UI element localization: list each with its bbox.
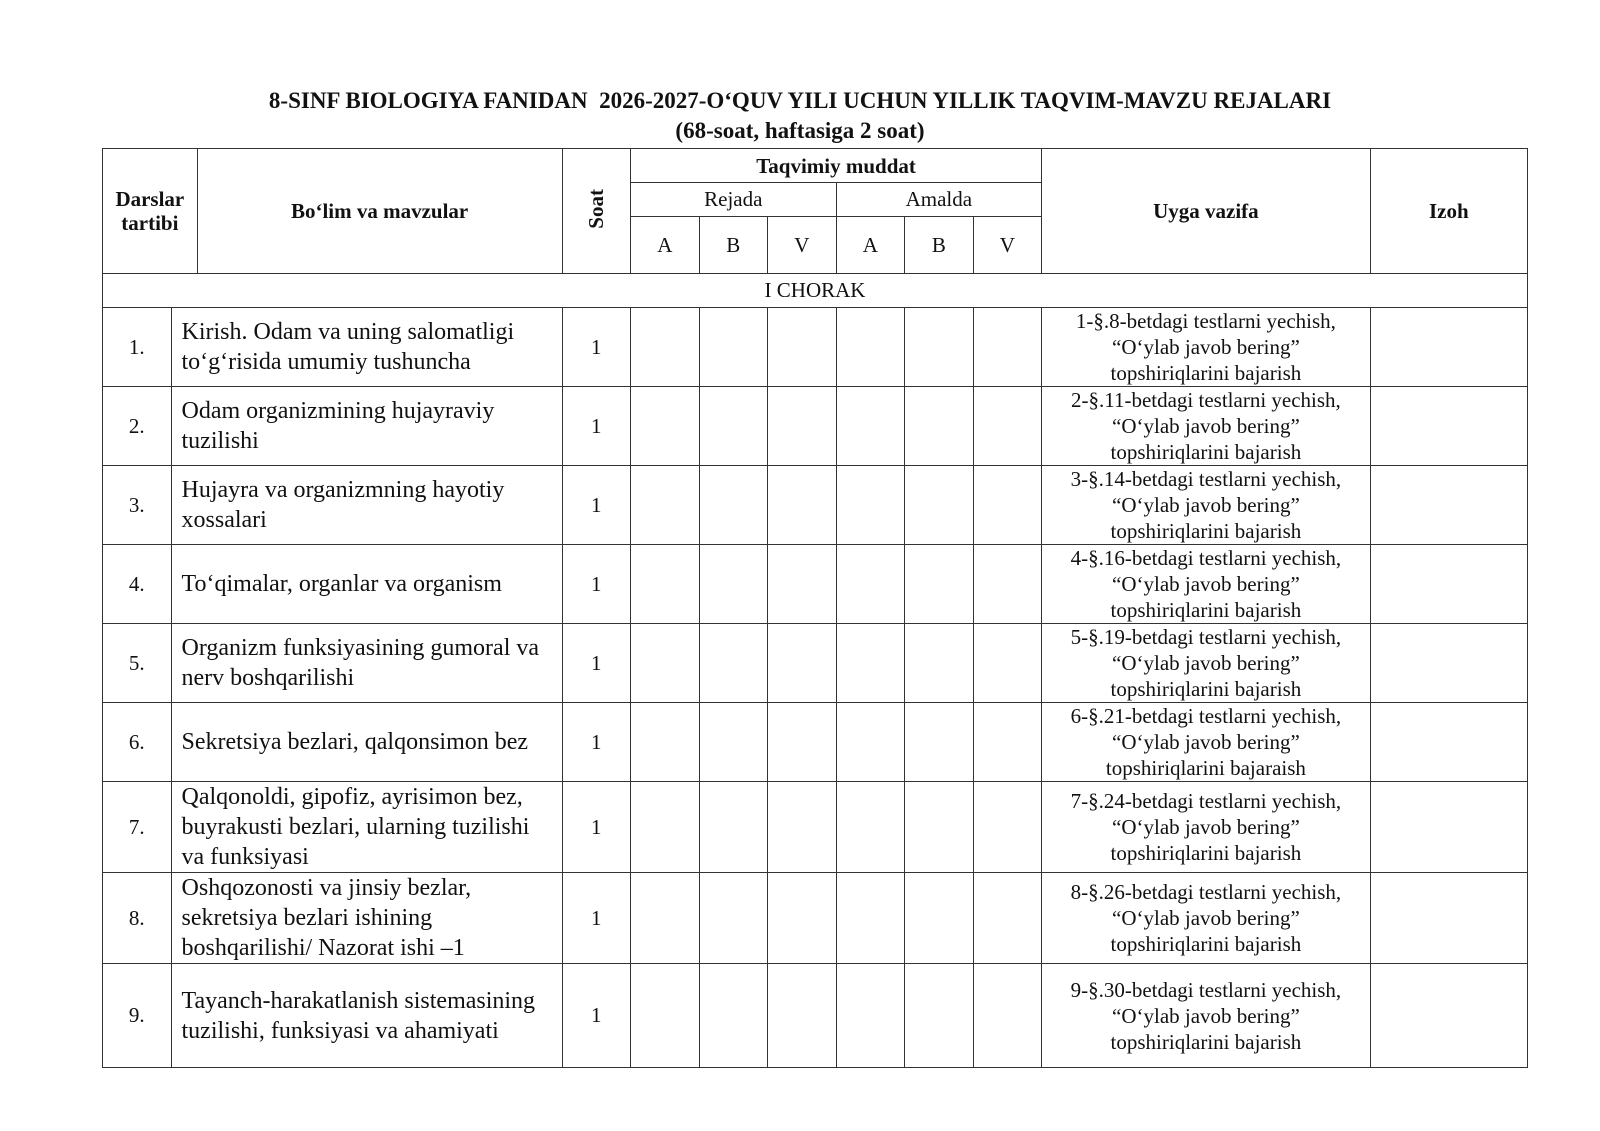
date-cell-actual-b <box>905 624 974 703</box>
lesson-number: 7. <box>103 782 172 873</box>
document-subtitle: (68-soat, haftasiga 2 soat) <box>675 118 925 143</box>
lesson-homework <box>1042 964 1371 1068</box>
homework-line: 4-§.16-betdagi testlarni yechish, <box>1070 546 1342 570</box>
date-cell-planned-v <box>768 624 837 703</box>
lesson-homework <box>1042 308 1371 387</box>
lesson-topic: Organizm funksiyasining gumoral va nerv boshqarilishi <box>171 624 562 703</box>
homework-line: topshiriqlarini bajarish <box>1110 440 1302 464</box>
table-row <box>103 466 1528 545</box>
quarter-row <box>103 274 1528 308</box>
document-title: 8-SINF BIOLOGIYA FANIDAN 2026-2027-O‘QUV YILI UCHUN YILLIK TAQVIM-MAVZU REJALARI <box>268 88 1332 113</box>
homework-line: topshiriqlarini bajarish <box>1110 677 1302 701</box>
header-row-1 <box>103 149 1528 183</box>
date-cell-actual-b <box>905 873 974 964</box>
lesson-note <box>1370 466 1527 545</box>
lesson-number: 4. <box>103 545 172 624</box>
homework-line: 3-§.14-betdagi testlarni yechish, <box>1070 467 1342 491</box>
homework-line: 7-§.24-betdagi testlarni yechish, <box>1070 789 1342 813</box>
lesson-hours: 1 <box>562 873 631 964</box>
table-row <box>103 703 1528 782</box>
header-actual-v: V <box>973 217 1042 274</box>
date-cell-actual-a <box>836 466 905 545</box>
date-cell-actual-a <box>836 782 905 873</box>
homework-line: “O‘ylab javob bering” <box>1112 414 1300 438</box>
header-topics: Bo‘lim va mavzular <box>197 149 562 274</box>
lesson-number: 8. <box>103 873 172 964</box>
date-cell-planned-a <box>631 308 700 387</box>
date-cell-planned-v <box>768 703 837 782</box>
date-cell-planned-b <box>699 703 768 782</box>
homework-line: “O‘ylab javob bering” <box>1112 815 1300 839</box>
lesson-homework <box>1042 466 1371 545</box>
date-cell-planned-b <box>699 782 768 873</box>
date-cell-planned-v <box>768 308 837 387</box>
date-cell-planned-a <box>631 387 700 466</box>
header-order: Darslar tartibi <box>103 149 198 274</box>
lesson-note <box>1370 387 1527 466</box>
date-cell-actual-a <box>836 873 905 964</box>
table-row <box>103 545 1528 624</box>
homework-line: “O‘ylab javob bering” <box>1112 493 1300 517</box>
date-cell-actual-v <box>973 964 1042 1068</box>
date-cell-actual-a <box>836 624 905 703</box>
lesson-number: 2. <box>103 387 172 466</box>
lesson-number: 5. <box>103 624 172 703</box>
date-cell-actual-v <box>973 873 1042 964</box>
date-cell-actual-a <box>836 703 905 782</box>
lesson-homework <box>1042 782 1371 873</box>
lesson-hours: 1 <box>562 308 631 387</box>
lesson-topic: Oshqozonosti va jinsiy bezlar, sekretsiya bezlari ishining boshqarilishi/ Nazorat ishi –1 <box>171 873 562 964</box>
lesson-topic: Tayanch-harakatlanish sistemasining tuzilishi, funksiyasi va ahamiyati <box>171 964 562 1068</box>
lesson-note <box>1370 308 1527 387</box>
date-cell-planned-v <box>768 964 837 1068</box>
header-planned-a: A <box>631 217 700 274</box>
lesson-topic: Kirish. Odam va uning salomatligi to‘g‘risida umumiy tushuncha <box>171 308 562 387</box>
homework-line: “O‘ylab javob bering” <box>1112 335 1300 359</box>
date-cell-actual-v <box>973 466 1042 545</box>
homework-line: “O‘ylab javob bering” <box>1112 730 1300 754</box>
date-cell-actual-a <box>836 308 905 387</box>
date-cell-planned-v <box>768 873 837 964</box>
homework-line: topshiriqlarini bajaraish <box>1105 756 1306 780</box>
date-cell-planned-b <box>699 387 768 466</box>
homework-line: topshiriqlarini bajarish <box>1110 361 1302 385</box>
date-cell-actual-v <box>973 703 1042 782</box>
homework-line: 2-§.11-betdagi testlarni yechish, <box>1070 388 1341 412</box>
date-cell-planned-a <box>631 624 700 703</box>
header-calendar: Taqvimiy muddat <box>631 149 1042 183</box>
homework-line: “O‘ylab javob bering” <box>1112 1003 1300 1028</box>
date-cell-planned-b <box>699 964 768 1068</box>
table-row <box>103 308 1528 387</box>
document-title-block <box>0 86 1600 146</box>
date-cell-planned-b <box>699 873 768 964</box>
date-cell-planned-b <box>699 308 768 387</box>
header-actual: Amalda <box>836 183 1042 217</box>
homework-line: 8-§.26-betdagi testlarni yechish, <box>1070 880 1342 904</box>
homework-line: topshiriqlarini bajarish <box>1110 932 1302 956</box>
date-cell-actual-a <box>836 964 905 1068</box>
lesson-topic: Sekretsiya bezlari, qalqonsimon bez <box>171 703 562 782</box>
lesson-note <box>1370 545 1527 624</box>
lesson-topic: Qalqonoldi, gipofiz, ayrisimon bez, buyrakusti bezlari, ularning tuzilishi va funksiyasi <box>171 782 562 873</box>
date-cell-planned-v <box>768 545 837 624</box>
date-cell-actual-a <box>836 545 905 624</box>
date-cell-actual-b <box>905 703 974 782</box>
date-cell-planned-a <box>631 782 700 873</box>
lesson-hours: 1 <box>562 466 631 545</box>
date-cell-planned-v <box>768 466 837 545</box>
date-cell-actual-v <box>973 624 1042 703</box>
homework-line: topshiriqlarini bajarish <box>1110 1029 1302 1054</box>
date-cell-planned-a <box>631 545 700 624</box>
date-cell-actual-v <box>973 308 1042 387</box>
date-cell-actual-b <box>905 308 974 387</box>
homework-line: 1-§.8-betdagi testlarni yechish, <box>1075 309 1336 333</box>
lesson-topic: Odam organizmining hujayraviy tuzilishi <box>171 387 562 466</box>
lesson-number: 1. <box>103 308 172 387</box>
homework-line: “O‘ylab javob bering” <box>1112 572 1300 596</box>
header-planned-b: B <box>699 217 768 274</box>
lesson-homework <box>1042 387 1371 466</box>
table-body <box>103 274 1528 1068</box>
lesson-hours: 1 <box>562 964 631 1068</box>
lesson-topic: To‘qimalar, organlar va organism <box>171 545 562 624</box>
lesson-number: 3. <box>103 466 172 545</box>
header-actual-b: B <box>905 217 974 274</box>
header-planned: Rejada <box>631 183 837 217</box>
date-cell-actual-a <box>836 387 905 466</box>
lesson-homework <box>1042 624 1371 703</box>
lesson-hours: 1 <box>562 387 631 466</box>
lesson-note <box>1370 873 1527 964</box>
table-row <box>103 782 1528 873</box>
date-cell-actual-b <box>905 964 974 1068</box>
lesson-homework <box>1042 873 1371 964</box>
lesson-homework <box>1042 703 1371 782</box>
date-cell-actual-b <box>905 466 974 545</box>
date-cell-planned-v <box>768 387 837 466</box>
date-cell-planned-b <box>699 466 768 545</box>
header-hours-cell <box>562 149 631 274</box>
date-cell-actual-v <box>973 545 1042 624</box>
lesson-note <box>1370 624 1527 703</box>
homework-line: topshiriqlarini bajarish <box>1110 598 1302 622</box>
quarter-label: I CHORAK <box>103 274 1528 308</box>
homework-line: “O‘ylab javob bering” <box>1112 906 1300 930</box>
lesson-note <box>1370 782 1527 873</box>
table-row <box>103 624 1528 703</box>
homework-line: topshiriqlarini bajarish <box>1110 841 1302 865</box>
date-cell-actual-b <box>905 387 974 466</box>
date-cell-planned-a <box>631 873 700 964</box>
date-cell-planned-b <box>699 624 768 703</box>
header-note: Izoh <box>1370 149 1527 274</box>
lesson-topic: Hujayra va organizmning hayotiy xossalari <box>171 466 562 545</box>
header-planned-v: V <box>768 217 837 274</box>
date-cell-planned-a <box>631 466 700 545</box>
date-cell-planned-v <box>768 782 837 873</box>
date-cell-actual-b <box>905 782 974 873</box>
lesson-homework <box>1042 545 1371 624</box>
lesson-hours: 1 <box>562 545 631 624</box>
header-homework: Uyga vazifa <box>1042 149 1371 274</box>
header-hours: Soat <box>583 188 608 229</box>
homework-line: 5-§.19-betdagi testlarni yechish, <box>1070 625 1342 649</box>
lesson-note <box>1370 703 1527 782</box>
lesson-hours: 1 <box>562 782 631 873</box>
lesson-note <box>1370 964 1527 1068</box>
table-row <box>103 873 1528 964</box>
homework-line: 9-§.30-betdagi testlarni yechish, <box>1070 977 1342 1002</box>
date-cell-planned-a <box>631 964 700 1068</box>
table-row <box>103 387 1528 466</box>
date-cell-actual-v <box>973 782 1042 873</box>
date-cell-actual-b <box>905 545 974 624</box>
lesson-number: 6. <box>103 703 172 782</box>
date-cell-planned-b <box>699 545 768 624</box>
calendar-plan-table <box>102 148 1528 1068</box>
date-cell-planned-a <box>631 703 700 782</box>
header-actual-a: A <box>836 217 905 274</box>
lesson-number: 9. <box>103 964 172 1068</box>
lesson-hours: 1 <box>562 624 631 703</box>
homework-line: 6-§.21-betdagi testlarni yechish, <box>1070 704 1342 728</box>
lesson-hours: 1 <box>562 703 631 782</box>
table-row <box>103 964 1528 1068</box>
homework-line: topshiriqlarini bajarish <box>1110 519 1302 543</box>
homework-line: “O‘ylab javob bering” <box>1112 651 1300 675</box>
date-cell-actual-v <box>973 387 1042 466</box>
